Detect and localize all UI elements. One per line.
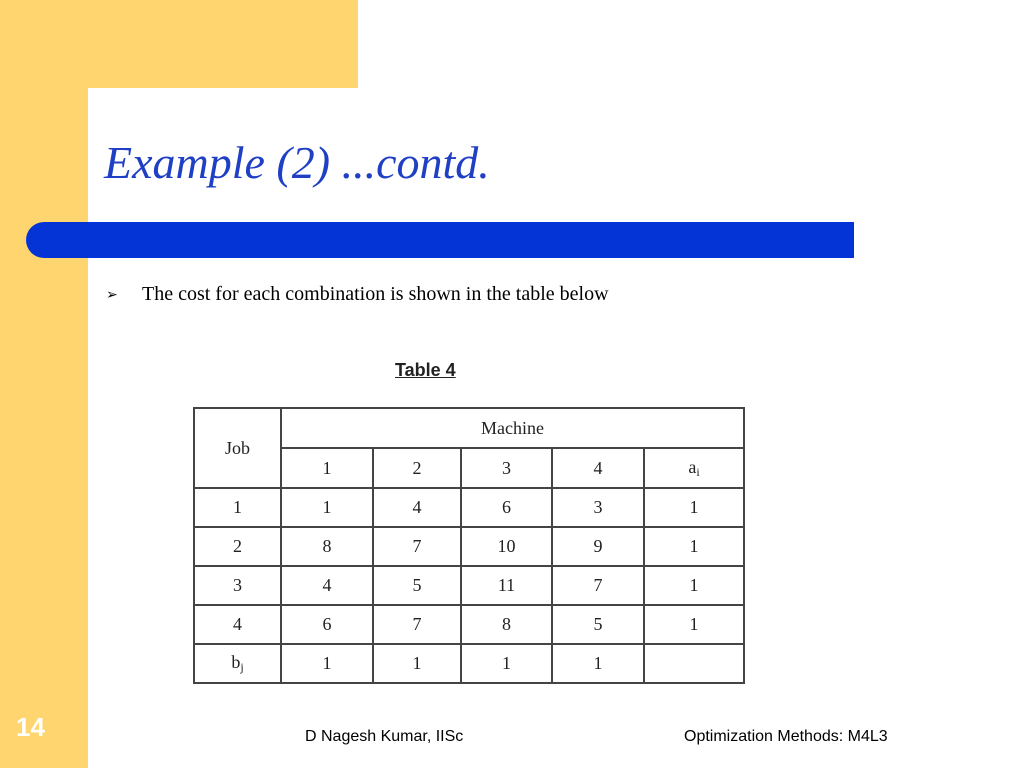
cost-cell: 9	[552, 527, 644, 566]
cost-cell: 10	[461, 527, 552, 566]
cost-cell: 11	[461, 566, 552, 605]
cost-table	[193, 407, 745, 684]
cost-cell: 4	[281, 566, 373, 605]
title-underline-bar	[26, 222, 854, 258]
column-header: 1	[281, 448, 373, 488]
table-row	[194, 566, 744, 605]
job-header: Job	[194, 408, 281, 488]
machine-header: Machine	[281, 408, 744, 448]
supply-cell: 1	[644, 566, 744, 605]
column-header: 4	[552, 448, 644, 488]
supply-subscript: i	[696, 464, 700, 479]
demand-subscript: j	[240, 660, 244, 674]
demand-cell: 1	[281, 644, 373, 683]
column-header: 3	[461, 448, 552, 488]
job-cell: 1	[194, 488, 281, 527]
side-panel	[0, 0, 88, 768]
table-row	[194, 527, 744, 566]
supply-column-header	[644, 448, 744, 488]
footer-author: D Nagesh Kumar, IISc	[305, 728, 464, 745]
job-cell: 4	[194, 605, 281, 644]
supply-cell: 1	[644, 605, 744, 644]
cost-cell: 8	[461, 605, 552, 644]
arrow-bullet-icon: ➢	[106, 286, 118, 303]
cost-cell: 1	[281, 488, 373, 527]
footer-course: Optimization Methods: M4L3	[684, 728, 888, 745]
table-row	[194, 488, 744, 527]
table-caption: Table 4	[395, 360, 456, 380]
demand-label-cell	[194, 644, 281, 683]
cost-cell: 4	[373, 488, 461, 527]
table-row	[194, 605, 744, 644]
demand-row	[194, 644, 744, 683]
cost-cell: 8	[281, 527, 373, 566]
cost-cell: 7	[373, 605, 461, 644]
job-cell: 3	[194, 566, 281, 605]
supply-cell: 1	[644, 527, 744, 566]
cost-cell: 6	[461, 488, 552, 527]
supply-cell: 1	[644, 488, 744, 527]
bullet-item	[106, 283, 609, 306]
slide-title: Example (2) ...contd.	[104, 137, 490, 188]
demand-cell: 1	[552, 644, 644, 683]
page-number: 14	[16, 712, 45, 742]
cost-cell: 3	[552, 488, 644, 527]
cost-cell: 5	[373, 566, 461, 605]
demand-cell: 1	[373, 644, 461, 683]
demand-cell: 1	[461, 644, 552, 683]
column-header: 2	[373, 448, 461, 488]
cost-cell: 7	[373, 527, 461, 566]
top-panel	[0, 0, 358, 88]
supply-symbol: a	[688, 456, 697, 477]
cost-cell: 6	[281, 605, 373, 644]
cost-cell: 7	[552, 566, 644, 605]
demand-symbol: b	[231, 652, 241, 672]
empty-cell	[644, 644, 744, 683]
bullet-text: The cost for each combination is shown in the table below	[142, 283, 609, 305]
cost-cell: 5	[552, 605, 644, 644]
job-cell: 2	[194, 527, 281, 566]
